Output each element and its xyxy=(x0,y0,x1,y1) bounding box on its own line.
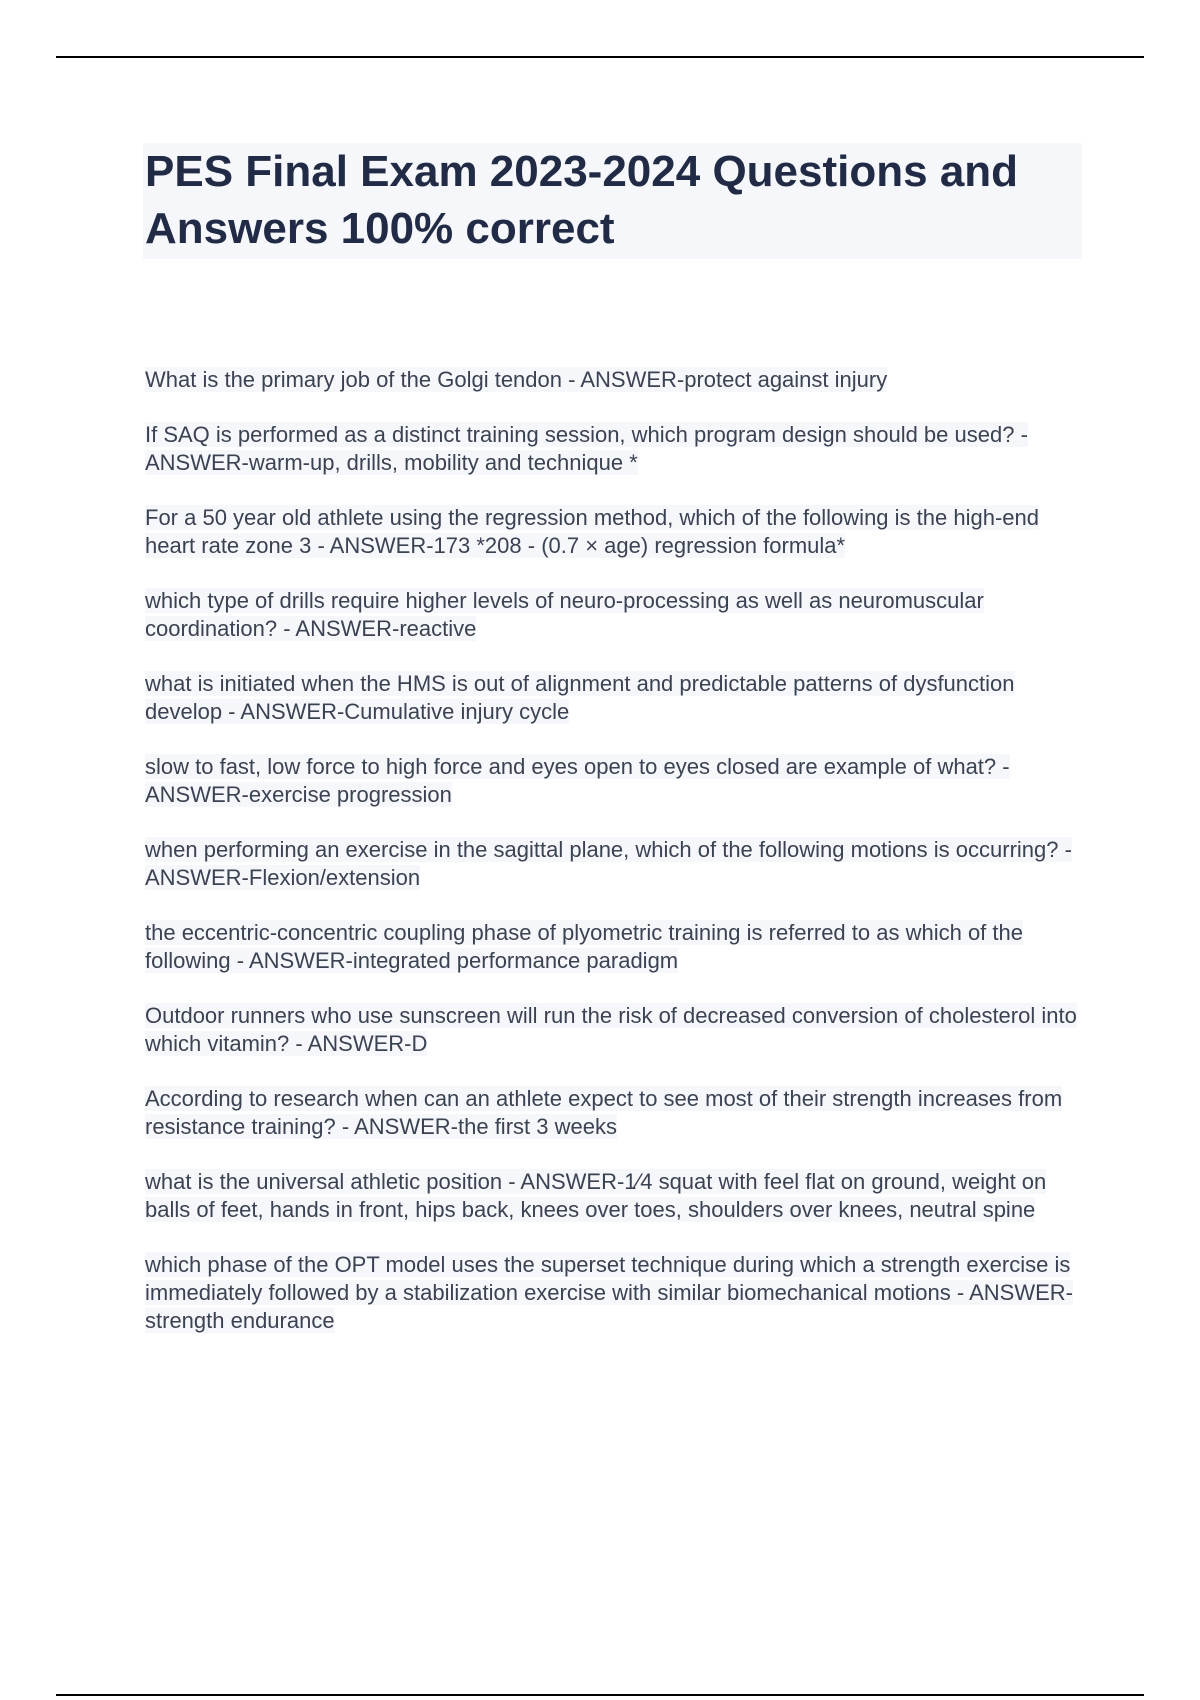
qa-text: What is the primary job of the Golgi tendon - ANSWER-protect against injury xyxy=(145,367,888,392)
qa-item xyxy=(145,919,1090,975)
qa-list xyxy=(145,366,1090,1362)
qa-text: which type of drills require higher levels of neuro-processing as well as neuromuscular coordination? - ANSWER-reactive xyxy=(145,588,984,641)
qa-text: the eccentric-concentric coupling phase of plyometric training is referred to as which of the following - ANSWER-integrated performance paradigm xyxy=(145,920,1023,973)
qa-text: According to research when can an athlete expect to see most of their strength increases from resistance training? - ANSWER-the first 3 weeks xyxy=(145,1086,1063,1139)
qa-text: what is initiated when the HMS is out of alignment and predictable patterns of dysfunction develop - ANSWER-Cumulative injury cycle xyxy=(145,671,1015,724)
qa-item xyxy=(145,1002,1090,1058)
qa-item xyxy=(145,1085,1090,1141)
qa-item xyxy=(145,753,1090,809)
qa-item xyxy=(145,670,1090,726)
qa-item xyxy=(145,587,1090,643)
qa-text: If SAQ is performed as a distinct training session, which program design should be used? - ANSWER-warm-up, drills, mobility and technique * xyxy=(145,422,1028,475)
qa-item xyxy=(145,836,1090,892)
page-title: PES Final Exam 2023-2024 Questions and Answers 100% correct xyxy=(145,147,1019,253)
qa-text: which phase of the OPT model uses the superset technique during which a strength exercise is immediately followed by a stabilization exercise with similar biomechanical motions - ANSWER-strength endurance xyxy=(145,1252,1074,1333)
qa-item xyxy=(145,366,1090,394)
qa-text: what is the universal athletic position - ANSWER-1⁄4 squat with feel flat on ground, weight on balls of feet, hands in front, hips back, knees over toes, shoulders over knees, neutral spine xyxy=(145,1169,1047,1222)
qa-text: slow to fast, low force to high force and eyes open to eyes closed are example of what? - ANSWER-exercise progression xyxy=(145,754,1010,807)
qa-text: For a 50 year old athlete using the regression method, which of the following is the high-end heart rate zone 3 - ANSWER-173 *208 - (0.7 × age) regression formula* xyxy=(145,505,1039,558)
qa-item xyxy=(145,1168,1090,1224)
qa-text: Outdoor runners who use sunscreen will run the risk of decreased conversion of cholesterol into which vitamin? - ANSWER-D xyxy=(145,1003,1077,1056)
title-block xyxy=(143,143,1082,259)
qa-item xyxy=(145,421,1090,477)
qa-text: when performing an exercise in the sagittal plane, which of the following motions is occurring? - ANSWER-Flexion/extension xyxy=(145,837,1072,890)
qa-item xyxy=(145,504,1090,560)
qa-item xyxy=(145,1251,1090,1335)
top-rule xyxy=(56,56,1144,58)
bottom-rule xyxy=(56,1694,1144,1696)
